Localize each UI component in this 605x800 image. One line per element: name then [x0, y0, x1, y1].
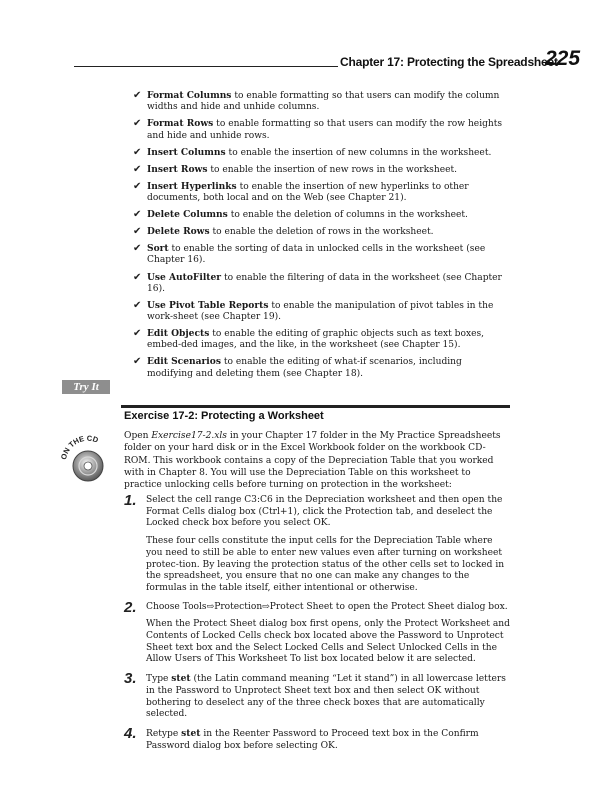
step-text: Type stet (the Latin command meaning “Let it stand”) in all lowercase letters in the Password to Unprotect Sheet text box and then select OK without bothering to deselect any of the three check boxes that are automatically selected.: [146, 673, 506, 720]
list-item: [133, 272, 508, 295]
exercise-title: Exercise 17-2: Protecting a Worksheet: [124, 410, 324, 422]
bullet-text: to enable the manipulation of pivot tables in the work-sheet (see Chapter 19).: [147, 300, 494, 323]
step-number: 2.: [124, 598, 137, 616]
bullet-text: to enable formatting so that users can modify the row heights and hide and unhide rows.: [147, 119, 503, 141]
list-item: [133, 226, 508, 238]
checkmark-icon: ✔: [133, 271, 142, 283]
list-item: [133, 147, 508, 159]
step-item: [124, 492, 510, 595]
bullet-term: Delete Rows: [147, 226, 210, 238]
list-item: [133, 164, 508, 176]
step-item: [124, 670, 510, 721]
step-text: Retype stet in the Reenter Password to Proceed text box in the Confirm Password dialog box before selecting OK.: [146, 727, 479, 751]
bullet-term: Insert Hyperlinks: [147, 180, 237, 192]
list-item: [133, 356, 508, 379]
list-item: [133, 118, 508, 141]
exercise-file-name: Exercise17-2.xls: [151, 431, 227, 441]
typed-password: stet: [171, 673, 191, 685]
bullet-term: Edit Objects: [147, 328, 210, 340]
list-item: [133, 181, 508, 204]
typed-password: stet: [181, 727, 201, 739]
bullet-term: Insert Rows: [147, 163, 208, 175]
checkmark-icon: ✔: [133, 328, 142, 340]
bullet-term: Use AutoFilter: [147, 271, 222, 283]
permission-bullet-list: [133, 90, 508, 385]
checkmark-icon: ✔: [133, 299, 142, 311]
bullet-term: Delete Columns: [147, 209, 228, 221]
checkmark-icon: ✔: [133, 118, 142, 130]
bullet-term: Sort: [147, 243, 169, 255]
bullet-term: Format Columns: [147, 90, 232, 101]
step-item: [124, 724, 510, 752]
list-item: [133, 300, 508, 323]
list-item: [133, 209, 508, 221]
step-number: 4.: [124, 724, 137, 742]
step-number: 3.: [124, 670, 137, 688]
bullet-term: Format Rows: [147, 118, 214, 130]
checkmark-icon: ✔: [133, 209, 142, 221]
list-item: [133, 90, 508, 113]
checkmark-icon: ✔: [133, 90, 142, 101]
checkmark-icon: ✔: [133, 243, 142, 255]
checkmark-icon: ✔: [133, 356, 142, 368]
exercise-steps: [124, 492, 510, 759]
on-the-cd-icon: [58, 430, 114, 490]
list-item: [133, 328, 508, 351]
bullet-text: to enable the filtering of data in the worksheet (see Chapter 16).: [147, 272, 502, 294]
bullet-text: to enable the insertion of new rows in the worksheet.: [207, 164, 457, 175]
bullet-text: to enable the deletion of rows in the worksheet.: [209, 227, 434, 238]
exercise-intro: Open Exercise17-2.xls in your Chapter 17 folder in the My Practice Spreadsheets folder on your hard disk or in the Excel Workbook folder on the workbook CD-ROM. This workbook contains a copy of the Depreciation Table that you worked with in Chapter 8. You will use the Depreciation Table on this worksheet to practice unlocking cells before turning on protection in the worksheet:: [124, 431, 501, 491]
checkmark-icon: ✔: [133, 180, 142, 192]
page-number: 225: [545, 47, 581, 70]
bullet-term: Use Pivot Table Reports: [147, 299, 269, 311]
step-item: [124, 598, 510, 667]
bullet-text: to enable the editing of what-if scenarios, including modifying and deleting them (see Chapter 18).: [147, 357, 462, 379]
step-note: When the Protect Sheet dialog box first opens, only the Protect Worksheet and Contents of Locked Cells check box located above the Password to Unprotect Sheet text box and the Select Locked Cells and Select Unlocked Cells in the Allow Users of This Worksheet To list box located below it are selected.: [146, 619, 510, 665]
checkmark-icon: ✔: [133, 146, 142, 158]
bullet-text: to enable the insertion of new hyperlinks to other documents, both local and on the Web (see Chapter 21).: [147, 181, 469, 203]
bullet-term: Insert Columns: [147, 146, 226, 158]
list-item: [133, 243, 508, 266]
bullet-term: Edit Scenarios: [147, 356, 221, 368]
cd-badge-label: ON THE CD: [59, 433, 100, 461]
step-text: Choose Tools⇨Protection⇨Protect Sheet to open the Protect Sheet dialog box.: [146, 601, 508, 612]
bullet-text: to enable formatting so that users can modify the column widths and hide and unhide columns.: [147, 91, 500, 113]
step-text: Select the cell range C3:C6 in the Depreciation worksheet and then open the Format Cells dialog box (Ctrl+1), click the Protection tab, and deselect the Locked check box before you select OK.: [146, 495, 503, 529]
checkmark-icon: ✔: [133, 163, 142, 175]
checkmark-icon: ✔: [133, 226, 142, 238]
bullet-text: to enable the editing of graphic objects such as text boxes, embed-ded images, and the like, in the worksheet (see Chapter 15).: [147, 329, 485, 351]
bullet-text: to enable the deletion of columns in the worksheet.: [227, 210, 468, 221]
step-number: 1.: [124, 492, 137, 509]
step-note: These four cells constitute the input cells for the Depreciation Table where you need to still be able to enter new values even after turning on worksheet protec-tion. By leaving the protection status of the other cells set to locked in the spreadsheet, you ensure that no one can make any changes to the formulas in the table itself, either intentional or otherwise.: [146, 536, 505, 593]
header-rule: [74, 66, 338, 67]
try-it-tag: Try It: [62, 380, 110, 394]
bullet-text: to enable the sorting of data in unlocked cells in the worksheet (see Chapter 16).: [147, 244, 486, 266]
bullet-text: to enable the insertion of new columns in the worksheet.: [225, 147, 492, 158]
exercise-rule: [121, 405, 510, 408]
chapter-title: Chapter 17: Protecting the Spreadsheet: [340, 55, 558, 69]
